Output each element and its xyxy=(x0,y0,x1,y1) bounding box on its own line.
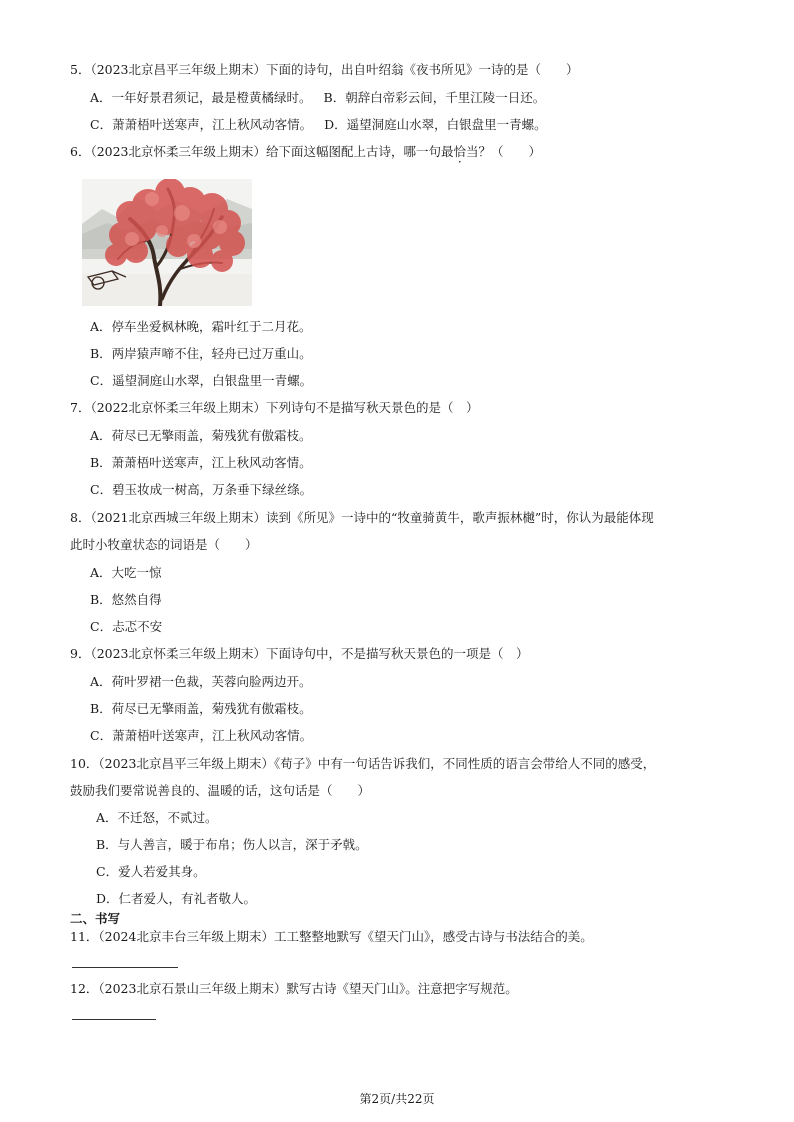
q10-stem-line2: 鼓励我们要常说善良的、温暖的话，这句话是（ ） xyxy=(70,783,371,798)
q5-option-a: A．一年好景君须记，最是橙黄橘绿时。 xyxy=(90,90,312,105)
q5-option-d: D．遥望洞庭山水翠，白银盘里一青螺。 xyxy=(324,117,547,132)
q10-stem-line1: 10．（2023北京昌平三年级上期末）《荀子》中有一句话告诉我们，不同性质的语言会带给人不同的感受， xyxy=(70,756,656,771)
q6-stem-end: ？（ ） xyxy=(478,144,542,159)
q7-option-c: C．碧玉妆成一树高，万条垂下绿丝绦。 xyxy=(90,482,313,497)
q7-option-b: B．萧萧梧叶送寒声，江上秋风动客情。 xyxy=(90,455,312,470)
q6-option-a: A．停车坐爱枫林晚，霜叶红于二月花。 xyxy=(90,319,312,334)
q8-stem-line1: 8．（2021北京西城三年级上期末）读到《所见》一诗中的“牧童骑黄牛，歌声振林樾”时，你认为最能体现 xyxy=(70,510,654,525)
q9-stem: 9．（2023北京怀柔三年级上期末）下面诗句中，不是描写秋天景色的一项是（ ） xyxy=(70,646,529,661)
q5-option-c: C．萧萧梧叶送寒声，江上秋风动客情。 xyxy=(90,117,313,132)
q8-option-b: B．悠然自得 xyxy=(90,592,162,607)
q12-stem: 12．（2023北京石景山三年级上期末）默写古诗《望天门山》。注意把字写规范。 xyxy=(70,981,518,996)
q8-option-a: A．大吃一惊 xyxy=(90,565,162,580)
q6-option-b: B．两岸猿声啼不住，轻舟已过万重山。 xyxy=(90,346,312,361)
q10-option-c: C．爱人若爱其身。 xyxy=(96,864,206,879)
q11-stem: 11．（2024北京丰台三年级上期末）工工整整地默写《望天门山》，感受古诗与书法结合的美。 xyxy=(70,929,593,944)
q5-option-b: B．朝辞白帝彩云间，千里江陵一日还。 xyxy=(323,90,546,105)
q6-emphasis: 最恰当 xyxy=(441,144,479,159)
maple-tree-painting xyxy=(82,179,252,306)
q6-stem-text: 6．（2023北京怀柔三年级上期末）给下面这幅图配上古诗，哪一句 xyxy=(70,144,442,159)
q10-option-a: A．不迁怒，不贰过。 xyxy=(96,810,218,825)
section-heading-writing: 二、书写 xyxy=(70,911,121,926)
q10-option-d: D．仁者爱人，有礼者敬人。 xyxy=(96,891,257,906)
q9-option-a: A．荷叶罗裙一色裁，芙蓉向脸两边开。 xyxy=(90,674,312,689)
q11-answer-line[interactable] xyxy=(72,967,178,968)
q9-option-b: B．荷尽已无擎雨盖，菊残犹有傲霜枝。 xyxy=(90,701,312,716)
q6-stem xyxy=(70,143,541,161)
q6-option-c: C．遥望洞庭山水翠，白银盘里一青螺。 xyxy=(90,373,313,388)
q7-option-a: A．荷尽已无擎雨盖，菊残犹有傲霜枝。 xyxy=(90,428,312,443)
q8-stem-line2: 此时小牧童状态的词语是（ ） xyxy=(70,537,258,552)
q12-answer-line[interactable] xyxy=(72,1019,156,1020)
page-footer: 第2页/共22页 xyxy=(359,1092,435,1106)
q10-option-b: B．与人善言，暖于布帛；伤人以言，深于矛戟。 xyxy=(96,837,368,852)
q5-options-row2 xyxy=(90,116,547,134)
q8-option-c: C．忐忑不安 xyxy=(90,619,163,634)
q5-stem: 5．（2023北京昌平三年级上期末）下面的诗句，出自叶绍翁《夜书所见》一诗的是（ ） xyxy=(70,62,579,77)
q7-stem: 7．（2022北京怀柔三年级上期末）下列诗句不是描写秋天景色的是（ ） xyxy=(70,400,479,415)
q9-option-c: C．萧萧梧叶送寒声，江上秋风动客情。 xyxy=(90,728,313,743)
q5-options-row1 xyxy=(90,89,545,107)
